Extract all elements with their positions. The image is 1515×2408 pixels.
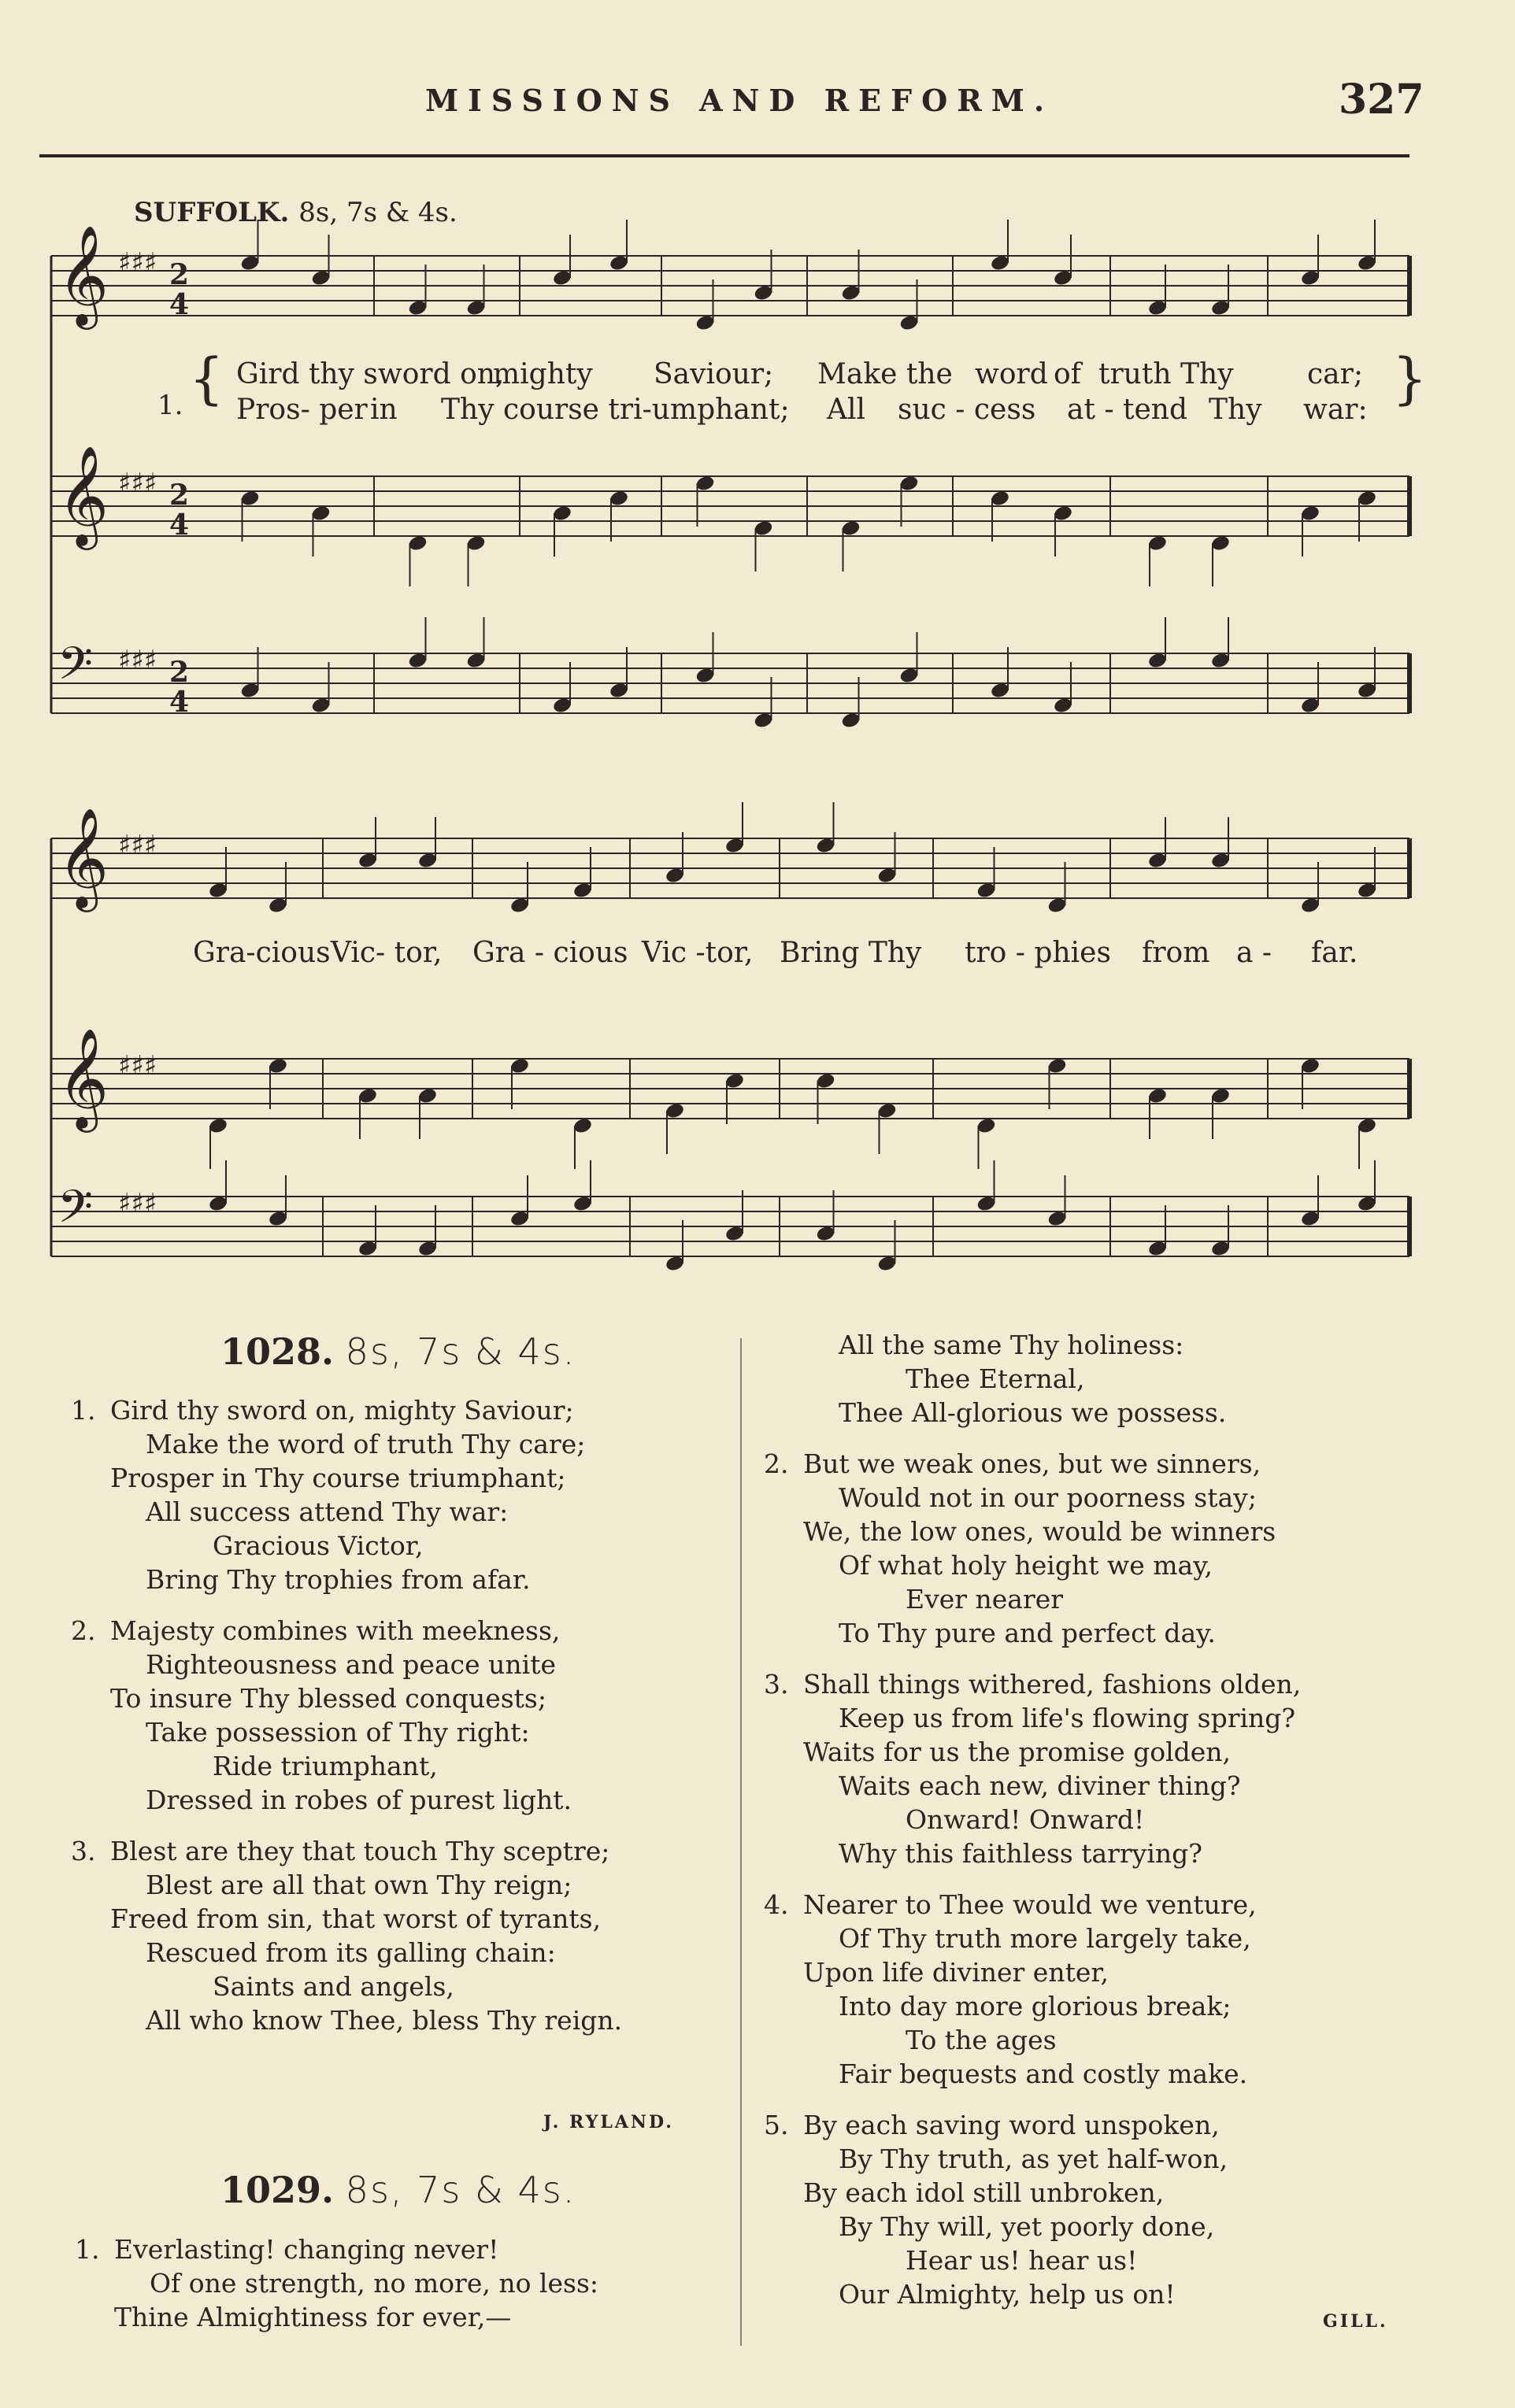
stanza-line	[71, 1936, 717, 1970]
line-text: Saints and angels,	[213, 1971, 454, 2002]
lyric-word: Vic- tor,	[331, 937, 443, 969]
stanza	[764, 1447, 1433, 1650]
time-signature-icon: 4	[169, 686, 190, 719]
key-signature-icon: ♯♯♯	[118, 468, 157, 499]
treble-clef-icon: 𝄞	[57, 807, 109, 908]
stanza	[71, 1393, 717, 1596]
lyric-brace-right: }	[1392, 346, 1428, 411]
lyric-word: Gird thy sword on,	[236, 358, 505, 390]
hymn-1029-text-left	[75, 2232, 720, 2334]
stanza-line	[71, 1681, 717, 1715]
stanza-line	[71, 1495, 717, 1529]
lyric-word: far.	[1311, 937, 1358, 969]
line-text: Onward! Onward!	[906, 1804, 1145, 1835]
hymn-meter: 8s, 7s & 4s.	[345, 2169, 576, 2211]
line-text: By Thy will, yet poorly done,	[839, 2211, 1215, 2242]
line-text: All the same Thy holiness:	[839, 1330, 1184, 1360]
line-text: Gracious Victor,	[213, 1530, 424, 1561]
hymn-number: 1028.	[220, 1330, 335, 1373]
stanza-number: 3.	[764, 1669, 789, 1700]
column-rule	[740, 1338, 742, 2346]
stanza-line	[71, 1783, 717, 1817]
tune-title: SUFFOLK.	[134, 197, 290, 228]
hymn-number: 1029.	[220, 2169, 335, 2211]
time-signature-icon: 2	[169, 656, 190, 689]
line-text: Gird thy sword on, mighty Saviour;	[110, 1395, 574, 1426]
time-signature-icon: 4	[169, 288, 190, 321]
stanza-line	[71, 1614, 717, 1648]
lyric-word: Make the	[817, 358, 953, 390]
stanza-line	[764, 1837, 1433, 1870]
stanza-number: 2.	[71, 1615, 96, 1646]
stanza-line	[71, 1427, 717, 1461]
lyric-word: All	[827, 394, 866, 426]
stanza-line	[764, 2057, 1433, 2091]
stanza-number: 4.	[764, 1889, 789, 1920]
line-text: Into day more glorious break;	[839, 1991, 1232, 2021]
line-text: Would not in our poorness stay;	[839, 1482, 1257, 1513]
stanza-number: 2.	[764, 1448, 789, 1479]
stanza-line	[764, 2023, 1433, 2057]
lyric-word: a -	[1236, 937, 1272, 969]
stanza-line	[71, 1563, 717, 1596]
stanza-line	[764, 2277, 1433, 2311]
stanza-line	[764, 1362, 1433, 1396]
stanza-line	[764, 1328, 1433, 1362]
lyric-word: Thy course tri-umphant;	[441, 394, 790, 426]
line-text: All who know Thee, bless Thy reign.	[146, 2005, 623, 2036]
stanza-line	[764, 1515, 1433, 1548]
lyric-word: word	[975, 358, 1048, 390]
stanza-line	[764, 2243, 1433, 2277]
line-text: To Thy pure and perfect day.	[839, 1618, 1216, 1648]
lyric-word: suc - cess	[898, 394, 1036, 426]
line-text: Why this faithless tarrying?	[839, 1838, 1202, 1869]
stanza-line	[764, 1769, 1433, 1803]
stanza	[764, 2108, 1433, 2311]
line-text: Take possession of Thy right:	[146, 1717, 530, 1748]
hymn-1028-heading	[220, 1330, 576, 1373]
stanza-line	[764, 1616, 1433, 1650]
stanza-line	[764, 2108, 1433, 2142]
stanza-line	[71, 1902, 717, 1936]
lyric-word: Saviour;	[654, 358, 774, 390]
hymn-1029-author: GILL.	[1323, 2311, 1388, 2332]
line-text: Of one strength, no more, no less:	[150, 2268, 599, 2299]
lyric-word: war:	[1303, 394, 1368, 426]
bass-clef-icon: 𝄢	[57, 1180, 94, 1245]
line-text: Hear us! hear us!	[906, 2245, 1138, 2276]
score-verse-number: 1.	[157, 390, 183, 421]
stanza	[71, 1834, 717, 2037]
treble-clef-icon: 𝄞	[57, 224, 109, 325]
line-text: Rescued from its galling chain:	[146, 1937, 556, 1968]
lyric-word: Bring Thy	[780, 937, 922, 969]
stanza	[764, 1667, 1433, 1870]
treble-clef-icon: 𝄞	[57, 1027, 109, 1128]
stanza	[71, 1614, 717, 1817]
line-text: To the ages	[906, 2025, 1057, 2055]
stanza-line	[71, 1715, 717, 1749]
line-text: Shall things withered, fashions olden,	[803, 1669, 1302, 1700]
stanza-line	[75, 2232, 720, 2266]
line-text: Our Almighty, help us on!	[839, 2279, 1176, 2310]
line-text: By Thy truth, as yet half-won,	[839, 2144, 1228, 2174]
stanza-line	[764, 1447, 1433, 1481]
line-text: Nearer to Thee would we venture,	[803, 1889, 1257, 1920]
lyric-word: Thy	[1209, 394, 1262, 426]
stanza-line	[764, 1481, 1433, 1515]
line-text: We, the low ones, would be winners	[803, 1516, 1276, 1547]
line-text: Blest are they that touch Thy sceptre;	[110, 1836, 610, 1866]
line-text: Ever nearer	[906, 1584, 1064, 1615]
line-text: Fair bequests and costly make.	[839, 2058, 1248, 2089]
line-text: Upon life diviner enter,	[803, 1957, 1109, 1988]
line-text: But we weak ones, but we sinners,	[803, 1448, 1261, 1479]
line-text: Majesty combines with meekness,	[110, 1615, 561, 1646]
stanza-continued	[764, 1328, 1433, 1430]
line-text: Thee Eternal,	[906, 1363, 1085, 1394]
key-signature-icon: ♯♯♯	[118, 1188, 157, 1219]
time-signature-icon: 2	[169, 479, 190, 512]
line-text: Everlasting! changing never!	[114, 2234, 499, 2265]
stanza-line	[71, 1529, 717, 1563]
key-signature-icon: ♯♯♯	[118, 1050, 157, 1082]
stanza-line	[71, 1868, 717, 1902]
bass-clef-icon: 𝄢	[57, 637, 94, 701]
hymn-1029-heading	[220, 2169, 576, 2211]
stanza-line	[764, 1888, 1433, 1922]
stanza-line	[764, 2210, 1433, 2243]
line-text: Waits each new, diviner thing?	[839, 1770, 1241, 1801]
lyric-word: at - tend	[1067, 394, 1187, 426]
line-text: Bring Thy trophies from afar.	[146, 1564, 531, 1595]
line-text: By each idol still unbroken,	[803, 2177, 1165, 2208]
stanza-line	[75, 2300, 720, 2334]
lyric-word: Vic -tor,	[642, 937, 754, 969]
stanza-line	[764, 1922, 1433, 1955]
lyric-brace-left: {	[189, 346, 224, 411]
lyric-word: Gra - cious	[472, 937, 628, 969]
lyric-word: truth Thy	[1098, 358, 1234, 390]
line-text: Dressed in robes of purest light.	[146, 1785, 572, 1815]
stanza-number: 3.	[71, 1836, 96, 1866]
hymn-meter: 8s, 7s & 4s.	[345, 1330, 576, 1373]
line-text: Blest are all that own Thy reign;	[146, 1870, 572, 1900]
key-signature-icon: ♯♯♯	[118, 645, 157, 676]
stanza-line	[764, 2142, 1433, 2176]
stanza-line	[764, 2176, 1433, 2210]
treble-clef-icon: 𝄞	[57, 445, 109, 546]
line-text: All success attend Thy war:	[146, 1496, 509, 1527]
section-title: MISSIONS AND REFORM.	[425, 83, 1054, 118]
line-text: To insure Thy blessed conquests;	[110, 1683, 546, 1714]
time-signature-icon: 4	[169, 509, 190, 542]
stanza-line	[764, 1548, 1433, 1582]
time-signature-icon: 2	[169, 258, 190, 291]
tune-meter: 8s, 7s & 4s.	[298, 197, 457, 228]
hymn-1028-text	[71, 1393, 717, 2055]
stanza-line	[71, 2003, 717, 2037]
line-text: By each saving word unspoken,	[803, 2110, 1220, 2140]
line-text: Thee All-glorious we possess.	[839, 1397, 1227, 1428]
lyric-word: in	[370, 394, 398, 426]
stanza-line	[764, 1396, 1433, 1430]
stanza-line	[71, 1970, 717, 2003]
stanza-line	[764, 1582, 1433, 1616]
line-text: Of Thy truth more largely take,	[839, 1923, 1251, 1954]
stanza-line	[71, 1749, 717, 1783]
stanza-line	[71, 1461, 717, 1495]
line-text: Thine Almightiness for ever,—	[114, 2302, 512, 2332]
line-text: Ride triumphant,	[213, 1751, 438, 1781]
stanza-line	[75, 2266, 720, 2300]
stanza-line	[764, 1735, 1433, 1769]
line-text: Waits for us the promise golden,	[803, 1737, 1232, 1767]
stanza-line	[71, 1393, 717, 1427]
line-text: Keep us from life's flowing spring?	[839, 1703, 1296, 1733]
stanza-line	[764, 1701, 1433, 1735]
lyric-word: from	[1142, 937, 1210, 969]
stanza-line	[71, 1834, 717, 1868]
lyric-word: of	[1054, 358, 1081, 390]
line-text: Of what holy height we may,	[839, 1550, 1213, 1581]
stanza-number: 1.	[75, 2234, 100, 2265]
stanza-line	[764, 1667, 1433, 1701]
stanza	[764, 1888, 1433, 2091]
lyric-word: Pros- per	[236, 394, 368, 426]
hymn-1028-author: J. RYLAND.	[543, 2112, 674, 2132]
lyric-word: tro - phies	[965, 937, 1111, 969]
stanza-number: 1.	[71, 1395, 96, 1426]
lyric-word: Gra-cious	[193, 937, 331, 969]
line-text: Freed from sin, that worst of tyrants,	[110, 1903, 602, 1934]
lyric-word: mighty	[493, 358, 593, 390]
key-signature-icon: ♯♯♯	[118, 247, 157, 279]
line-text: Make the word of truth Thy care;	[146, 1429, 586, 1459]
hymn-1029-text-right	[764, 1328, 1433, 2328]
stanza-line	[764, 1989, 1433, 2023]
stanza-line	[764, 1803, 1433, 1837]
stanza-line	[764, 1955, 1433, 1989]
line-text: Righteousness and peace unite	[146, 1649, 556, 1680]
page-number: 327	[1339, 76, 1424, 124]
key-signature-icon: ♯♯♯	[118, 830, 157, 861]
lyric-word: car;	[1307, 358, 1363, 390]
stanza-line	[71, 1648, 717, 1681]
line-text: Prosper in Thy course triumphant;	[110, 1463, 566, 1493]
stanza-number: 5.	[764, 2110, 789, 2140]
